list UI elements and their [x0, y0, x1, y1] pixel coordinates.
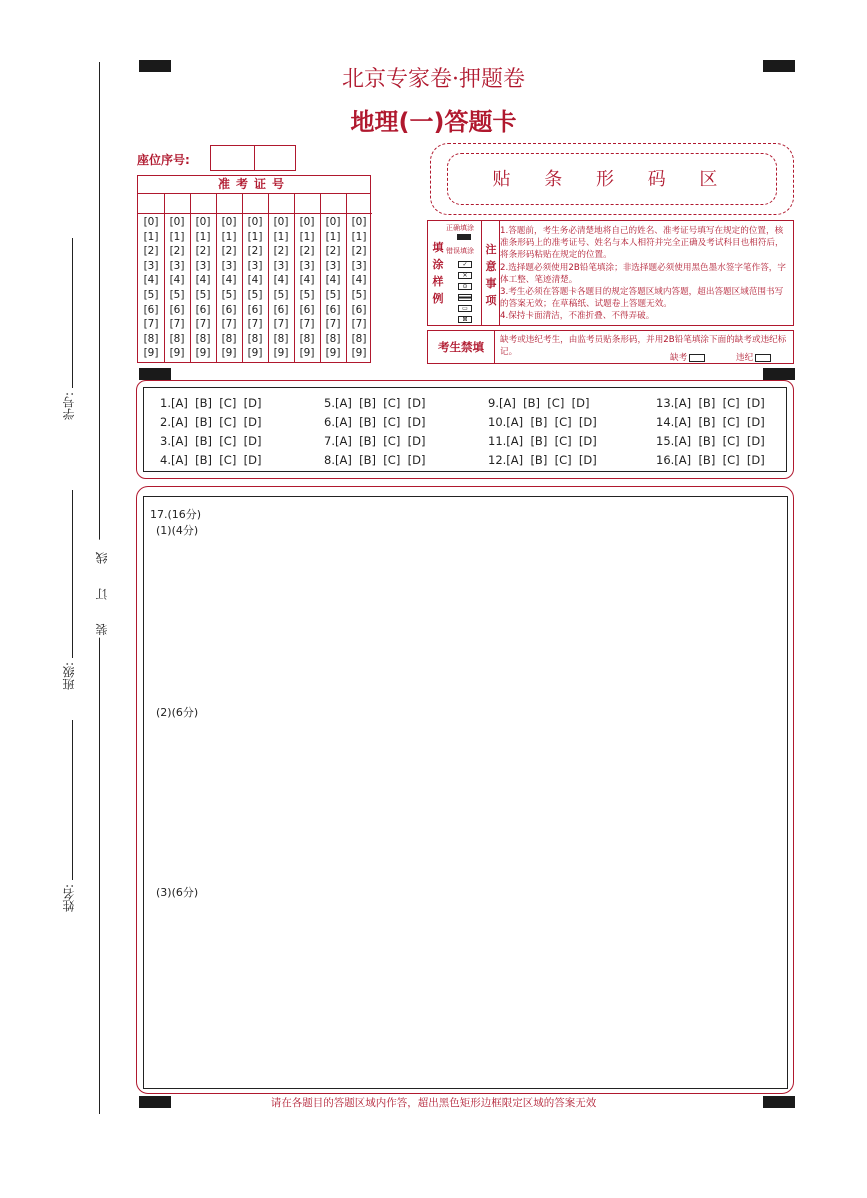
exam-id-digit-bubble[interactable]: [8]	[169, 332, 185, 345]
exam-id-header: 准考证号	[138, 176, 370, 194]
exam-id-column-divider	[216, 193, 217, 362]
series-title: 北京专家卷·押题卷	[342, 67, 525, 92]
notice-item: 2.选择题必须使用2B铅笔填涂；非选择题必须使用黑色墨水签字笔作答，字体工整、笔迹清楚。	[500, 262, 786, 285]
mcq-question-row[interactable]: 4.[A] [B] [C] [D]	[160, 453, 262, 467]
exam-id-digit-bubble[interactable]: [2]	[169, 245, 185, 258]
exam-id-digit-bubble[interactable]: [5]	[247, 288, 263, 301]
exam-id-digit-bubble[interactable]: [9]	[247, 347, 263, 360]
binding-line-label: 装 订 线	[95, 542, 109, 636]
exam-id-digit-bubble[interactable]: [1]	[247, 230, 263, 243]
wrong-fill-swatch-6: ⊠	[458, 316, 472, 323]
exam-id-digit-bubble[interactable]: [3]	[221, 259, 237, 272]
mcq-question-row[interactable]: 9.[A] [B] [C] [D]	[488, 396, 590, 410]
exam-id-digit-bubble[interactable]: [7]	[169, 318, 185, 331]
q17-part3: (3)(6分)	[156, 886, 199, 899]
exam-id-digit-bubble[interactable]: [2]	[195, 245, 211, 258]
exam-id-entry-box[interactable]	[242, 193, 268, 214]
exam-id-digit-bubble[interactable]: [8]	[247, 332, 263, 345]
violation-checkbox[interactable]	[755, 354, 771, 362]
exam-id-digit-bubble[interactable]: [1]	[169, 230, 185, 243]
exam-id-digit-bubble[interactable]: [8]	[351, 332, 367, 345]
exam-id-digit-bubble[interactable]: [1]	[273, 230, 289, 243]
exam-id-digit-bubble[interactable]: [3]	[351, 259, 367, 272]
mcq-question-row[interactable]: 1.[A] [B] [C] [D]	[160, 396, 262, 410]
exam-id-column	[294, 193, 320, 362]
notice-item: 4.保持卡面清洁，不准折叠、不得弄破。	[500, 311, 655, 322]
exam-id-digit-bubble[interactable]: [7]	[325, 318, 341, 331]
exam-id-entry-box[interactable]	[164, 193, 190, 214]
exam-id-digit-bubble[interactable]: [8]	[299, 332, 315, 345]
mcq-question-row[interactable]: 6.[A] [B] [C] [D]	[324, 415, 426, 429]
mcq-question-row[interactable]: 3.[A] [B] [C] [D]	[160, 434, 262, 448]
exam-id-digit-bubble[interactable]: [6]	[351, 303, 367, 316]
exam-id-digit-bubble[interactable]: [0]	[351, 216, 367, 228]
exam-id-digit-bubble[interactable]: [5]	[325, 288, 341, 301]
notice-items	[500, 225, 789, 323]
mcq-question-row[interactable]: 2.[A] [B] [C] [D]	[160, 415, 262, 429]
exam-id-digit-bubble[interactable]: [7]	[273, 318, 289, 331]
exam-id-column	[242, 193, 268, 362]
exam-id-digit-bubble[interactable]: [6]	[325, 303, 341, 316]
exam-id-digit-bubble[interactable]: [0]	[195, 216, 211, 228]
exam-id-digit-bubble[interactable]: [9]	[169, 347, 185, 360]
exam-id-column	[190, 193, 216, 362]
exam-id-digit-bubble[interactable]: [6]	[169, 303, 185, 316]
mcq-question-row[interactable]: 12.[A] [B] [C] [D]	[488, 453, 597, 467]
page-title: 地理(一)答题卡	[350, 108, 517, 136]
exam-id-column-divider	[346, 193, 347, 362]
exam-id-digit-bubble[interactable]: [9]	[143, 347, 159, 360]
exam-id-column-divider	[268, 193, 269, 362]
exam-id-column	[268, 193, 294, 362]
mcq-question-row[interactable]: 8.[A] [B] [C] [D]	[324, 453, 426, 467]
exam-id-digit-bubble[interactable]: [0]	[325, 216, 341, 228]
exam-id-column-divider	[320, 193, 321, 362]
exam-id-digit-bubble[interactable]: [2]	[143, 245, 159, 258]
exam-id-digit-bubble[interactable]: [4]	[299, 274, 315, 287]
notice-item: 1.答题前，考生务必清楚地将自己的姓名、准考证号填写在规定的位置，核准条形码上的准考证号、姓名与本人相符并完全正确及考试科目也相符后，将条形码粘贴在规定的位置。	[500, 226, 784, 261]
absent-checkbox[interactable]	[689, 354, 705, 362]
exam-id-digit-bubble[interactable]: [1]	[143, 230, 159, 243]
notice-item: 3.考生必须在答题卡各题目的规定答题区域内答题，超出答题区域范围书写的答案无效；在草稿纸、试题卷上答题无效。	[500, 287, 784, 310]
notice-label: 注 意 事 项	[485, 243, 497, 307]
wrong-fill-swatch-2: ✕	[458, 272, 472, 279]
mcq-question-row[interactable]: 14.[A] [B] [C] [D]	[656, 415, 765, 429]
exam-id-digit-bubble[interactable]: [6]	[247, 303, 263, 316]
registration-mark-mid-right	[763, 368, 795, 380]
exam-id-digit-bubble[interactable]: [6]	[273, 303, 289, 316]
absent-option[interactable]	[670, 351, 705, 363]
exam-id-digit-bubble[interactable]: [3]	[169, 259, 185, 272]
exam-id-digit-bubble[interactable]: [6]	[221, 303, 237, 316]
exam-id-digit-bubble[interactable]: [7]	[143, 318, 159, 331]
exam-id-digit-bubble[interactable]: [1]	[195, 230, 211, 243]
fill-sample-label: 填 涂 样 例	[432, 241, 444, 305]
exam-id-digit-bubble[interactable]: [2]	[247, 245, 263, 258]
exam-id-digit-bubble[interactable]: [7]	[299, 318, 315, 331]
exam-id-digit-bubble[interactable]: [9]	[351, 347, 367, 360]
exam-id-digit-bubble[interactable]: [3]	[195, 259, 211, 272]
wrong-fill-swatch-1: ✓	[458, 261, 472, 268]
class-label: 班级:	[62, 662, 76, 691]
exam-id-digit-bubble[interactable]: [2]	[351, 245, 367, 258]
exam-id-digit-bubble[interactable]: [0]	[221, 216, 237, 228]
exam-id-entry-box[interactable]	[138, 193, 164, 214]
wrong-fill-swatch-5: ▭	[458, 305, 472, 312]
barcode-area[interactable]: 贴 条 形 码 区	[447, 153, 777, 205]
exam-id-digit-bubble[interactable]: [2]	[273, 245, 289, 258]
exam-id-entry-box[interactable]	[268, 193, 294, 214]
exam-id-digit-bubble[interactable]: [5]	[273, 288, 289, 301]
correct-fill-swatch	[457, 234, 471, 240]
exam-id-digit-bubble[interactable]: [5]	[299, 288, 315, 301]
mcq-question-row[interactable]: 10.[A] [B] [C] [D]	[488, 415, 597, 429]
exam-id-entry-box[interactable]	[216, 193, 242, 214]
exam-id-digit-bubble[interactable]: [8]	[143, 332, 159, 345]
mcq-question-row[interactable]: 15.[A] [B] [C] [D]	[656, 434, 765, 448]
exam-id-digit-bubble[interactable]: [5]	[143, 288, 159, 301]
exam-id-column-divider	[164, 193, 165, 362]
exam-id-column	[216, 193, 242, 362]
correct-fill-label: 正确填涂	[446, 224, 474, 232]
exam-id-entry-box[interactable]	[294, 193, 320, 214]
exam-id-digit-bubble[interactable]: [5]	[195, 288, 211, 301]
answer-area-q17[interactable]	[143, 496, 788, 1089]
exam-id-entry-box[interactable]	[190, 193, 216, 214]
exam-id-digit-bubble[interactable]: [8]	[195, 332, 211, 345]
q17-heading: 17.(16分)	[150, 508, 202, 521]
exam-id-digit-bubble[interactable]: [5]	[169, 288, 185, 301]
q17-part1: (1)(4分)	[156, 524, 199, 537]
mcq-question-row[interactable]: 11.[A] [B] [C] [D]	[488, 434, 597, 448]
wrong-fill-label: 错误填涂	[446, 247, 474, 255]
exam-id-digit-bubble[interactable]: [4]	[247, 274, 263, 287]
violation-option[interactable]	[736, 351, 771, 363]
seat-number-label: 座位序号:	[137, 153, 190, 167]
mcq-question-row[interactable]: 7.[A] [B] [C] [D]	[324, 434, 426, 448]
exam-id-digit-bubble[interactable]: [0]	[143, 216, 159, 228]
exam-id-digit-bubble[interactable]: [7]	[195, 318, 211, 331]
exam-id-digit-bubble[interactable]: [0]	[247, 216, 263, 228]
exam-id-column	[320, 193, 346, 362]
exam-id-digit-bubble[interactable]: [4]	[143, 274, 159, 287]
mcq-question-row[interactable]: 13.[A] [B] [C] [D]	[656, 396, 765, 410]
exam-id-digit-bubble[interactable]: [7]	[221, 318, 237, 331]
exam-id-digit-bubble[interactable]: [9]	[325, 347, 341, 360]
q17-part2: (2)(6分)	[156, 706, 199, 719]
exam-id-digit-bubble[interactable]: [9]	[195, 347, 211, 360]
wrong-fill-swatch-3: ⊙	[458, 283, 472, 290]
name-label: 姓名:	[62, 884, 76, 913]
exam-id-digit-bubble[interactable]: [9]	[221, 347, 237, 360]
exam-id-digit-bubble[interactable]: [3]	[273, 259, 289, 272]
exam-id-digit-bubble[interactable]: [2]	[325, 245, 341, 258]
exam-id-digit-bubble[interactable]: [4]	[195, 274, 211, 287]
exam-id-digit-bubble[interactable]: [9]	[273, 347, 289, 360]
exam-id-digit-bubble[interactable]: [5]	[351, 288, 367, 301]
absent-label: 缺考	[670, 353, 688, 363]
exam-id-digit-bubble[interactable]: [3]	[143, 259, 159, 272]
student-no-label: 学号:	[62, 392, 76, 421]
exam-id-column-divider	[242, 193, 243, 362]
exam-id-column-divider	[294, 193, 295, 362]
exam-id-digit-bubble[interactable]: [2]	[299, 245, 315, 258]
exam-id-digit-bubble[interactable]: [0]	[299, 216, 315, 228]
exam-id-digit-bubble[interactable]: [1]	[325, 230, 341, 243]
exam-id-digit-bubble[interactable]: [1]	[351, 230, 367, 243]
violation-label: 违纪	[736, 353, 754, 363]
exam-id-digit-bubble[interactable]: [4]	[351, 274, 367, 287]
exam-id-column-divider	[190, 193, 191, 362]
exam-id-digit-bubble[interactable]: [8]	[325, 332, 341, 345]
exam-id-digit-bubble[interactable]: [7]	[247, 318, 263, 331]
examinee-forbidden-panel	[427, 330, 794, 364]
mcq-section	[143, 387, 787, 472]
exam-id-digit-bubble[interactable]: [8]	[273, 332, 289, 345]
exam-id-digit-bubble[interactable]: [6]	[195, 303, 211, 316]
student-no-underline	[72, 238, 73, 388]
mcq-question-row[interactable]: 16.[A] [B] [C] [D]	[656, 453, 765, 467]
registration-mark-mid-left	[139, 368, 171, 380]
exam-id-digit-bubble[interactable]: [4]	[221, 274, 237, 287]
exam-id-column	[138, 193, 164, 362]
exam-id-digit-bubble[interactable]: [4]	[325, 274, 341, 287]
exam-id-digit-bubble[interactable]: [4]	[273, 274, 289, 287]
wrong-fill-swatch-4	[458, 294, 472, 301]
exam-id-digit-bubble[interactable]: [6]	[143, 303, 159, 316]
exam-id-digit-bubble[interactable]: [9]	[299, 347, 315, 360]
exam-id-column	[164, 193, 190, 362]
class-underline	[72, 490, 73, 658]
name-underline	[72, 720, 73, 880]
exam-id-digit-bubble[interactable]: [8]	[221, 332, 237, 345]
exam-id-digit-bubble[interactable]: [3]	[299, 259, 315, 272]
footer-note: 请在各题目的答题区域内作答，超出黑色矩形边框限定区域的答案无效	[270, 1097, 597, 1109]
exam-id-digit-bubble[interactable]: [5]	[221, 288, 237, 301]
mcq-question-row[interactable]: 5.[A] [B] [C] [D]	[324, 396, 426, 410]
forbidden-text: 缺考或违纪考生，由监考员贴条形码，并用2B铅笔填涂下面的缺考或违纪标记。	[500, 335, 787, 357]
exam-id-digit-bubble[interactable]: [1]	[299, 230, 315, 243]
exam-id-digit-bubble[interactable]: [2]	[221, 245, 237, 258]
seat-number-field[interactable]	[210, 145, 296, 171]
exam-id-digit-bubble[interactable]: [1]	[221, 230, 237, 243]
exam-id-digit-bubble[interactable]: [0]	[169, 216, 185, 228]
exam-id-column	[346, 193, 372, 362]
exam-id-digit-bubble[interactable]: [7]	[351, 318, 367, 331]
notice-panel	[427, 220, 794, 326]
exam-id-digit-bubble[interactable]: [3]	[247, 259, 263, 272]
forbidden-label: 考生禁填	[428, 331, 495, 363]
exam-id-entry-box[interactable]	[320, 193, 346, 214]
exam-id-grid	[137, 175, 371, 363]
exam-id-digit-bubble[interactable]: [4]	[169, 274, 185, 287]
exam-id-digit-bubble[interactable]: [3]	[325, 259, 341, 272]
exam-id-digit-bubble[interactable]: [6]	[299, 303, 315, 316]
exam-id-digit-bubble[interactable]: [0]	[273, 216, 289, 228]
exam-id-entry-box[interactable]	[346, 193, 372, 214]
